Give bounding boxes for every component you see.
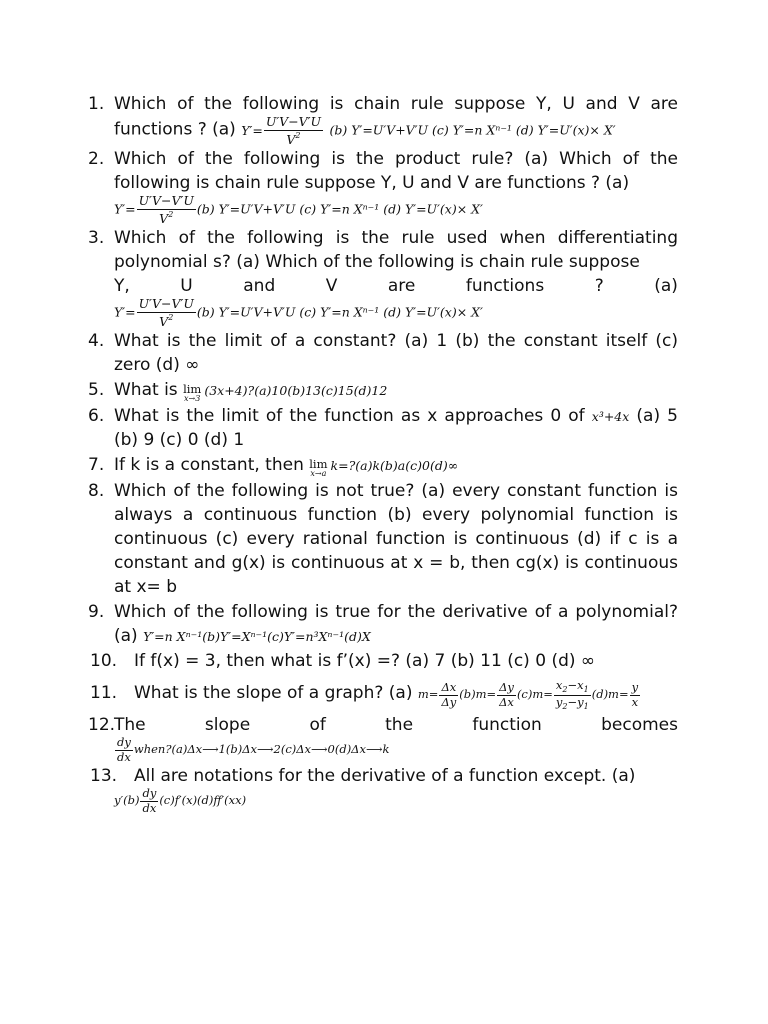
question-3 bbox=[88, 226, 678, 328]
question-text: What is bbox=[114, 380, 178, 400]
word: slope bbox=[204, 715, 251, 735]
lim-subscript: x→3 bbox=[184, 394, 201, 403]
option-formulas: Y′= $\frac{U'V-V'U}{V^2}$ (b) Y′=U′V+V′U (c) Y′=n Xⁿ⁻¹ (d) Y′=U′(x)× X′ bbox=[114, 296, 483, 329]
question-number: 10. bbox=[90, 651, 118, 671]
question-text: Which of the following is the rule used when differentiating polynomial s? (a) Which of the following is chain rule suppose bbox=[114, 228, 678, 272]
question-number: 7. bbox=[88, 455, 105, 475]
word: becomes bbox=[601, 715, 678, 735]
word: functions bbox=[465, 276, 545, 296]
word: (a) bbox=[654, 276, 678, 296]
word: Y, bbox=[114, 276, 130, 296]
question-6 bbox=[88, 404, 678, 452]
question-4 bbox=[88, 329, 678, 377]
function-expression: x³+4x bbox=[591, 409, 630, 424]
question-options: (a) 5 (b) 9 (c) 0 (d) 1 bbox=[114, 406, 678, 450]
option-formulas: Y′=n Xⁿ⁻¹(b)Y′=Xⁿ⁻¹(c)Y′=n³Xⁿ⁻¹(d)X bbox=[143, 629, 371, 644]
question-number: 6. bbox=[88, 406, 105, 426]
lim-operator: lim bbox=[183, 381, 202, 396]
question-1 bbox=[88, 92, 678, 146]
word: V bbox=[325, 276, 338, 296]
question-list bbox=[88, 92, 678, 814]
question-text: Which of the following is true for the derivative of a polynomial? (a) bbox=[114, 602, 678, 646]
question-text: If k is a constant, then bbox=[114, 455, 304, 475]
question-text: Which of the following is chain rule suppose Y, U and V are functions ? (a) bbox=[114, 94, 678, 140]
question-number: 9. bbox=[88, 602, 105, 622]
question-7 bbox=[88, 453, 678, 478]
question-text-spread-line bbox=[114, 713, 678, 737]
derivative-options: when?(a)Δx⟶1(b)Δx⟶2(c)Δx⟶0(d)Δx⟶k bbox=[133, 742, 390, 756]
word: ? bbox=[594, 276, 604, 296]
question-text: What is the limit of the function as x approaches 0 of bbox=[114, 406, 585, 426]
option-formula-rest: (b) Y′=U′V+V′U (c) Y′=n Xⁿ⁻¹ (d) Y′=U′(x)× X′ bbox=[196, 201, 483, 217]
question-text: All are notations for the derivative of a function except. (a) bbox=[134, 766, 636, 786]
option-formulas: $\frac{dy}{dx}$ when?(a)Δx⟶1(b)Δx⟶2(c)Δx⟶0(d)Δx⟶k bbox=[117, 735, 390, 764]
question-number: 8. bbox=[88, 481, 105, 501]
question-11 bbox=[88, 674, 678, 712]
word: The bbox=[114, 715, 146, 735]
option-formula-rest: (b) Y′=U′V+V′U (c) Y′=n Xⁿ⁻¹ (d) Y′=U′(x)× X′ bbox=[196, 304, 483, 320]
word: function bbox=[472, 715, 542, 735]
word: U bbox=[180, 276, 193, 296]
question-number: 5. bbox=[88, 380, 105, 400]
lim-subscript: x→a bbox=[310, 469, 327, 478]
question-text: What is the slope of a graph? (a) bbox=[134, 683, 413, 703]
quotient-rule-formula: Y′= $\frac{U'V-V'U}{V^2}$ bbox=[241, 114, 322, 147]
question-number: 4. bbox=[88, 331, 105, 351]
word: the bbox=[385, 715, 414, 735]
question-text: Which of the following is not true? (a) every constant function is always a continuous function (b) every polynomial function is continuous (c) every rational function is continuous (d) if c is a constant and g(x) is continuous at x = b, then cg(x) is continuous at x= b bbox=[114, 481, 678, 597]
question-8 bbox=[88, 479, 678, 599]
option-formulas: Y′= $\frac{U'V-V'U}{V^2}$ (b) Y′=U′V+V′U (c) Y′=n Xⁿ⁻¹ (d) Y′=U′(x)× X′ bbox=[114, 193, 483, 226]
question-number: 12. bbox=[88, 715, 116, 735]
question-number: 3. bbox=[88, 228, 105, 248]
word: and bbox=[243, 276, 276, 296]
limit-options: k=?(a)k(b)a(c)0(d)∞ bbox=[330, 458, 459, 473]
limit-expression bbox=[309, 456, 459, 478]
question-13 bbox=[88, 764, 678, 814]
question-10 bbox=[88, 649, 678, 673]
option-formulas: y′(b) $\frac{dy}{dx}$ (c)f′(x)(d)ff′(xx) bbox=[114, 786, 247, 815]
question-number: 13. bbox=[90, 766, 118, 786]
limit-expression bbox=[183, 381, 388, 403]
question-text-spread-line bbox=[114, 274, 678, 298]
question-9 bbox=[88, 600, 678, 648]
question-12 bbox=[88, 713, 678, 763]
word: of bbox=[309, 715, 326, 735]
limit-options: (3x+4)?(a)10(b)13(c)15(d)12 bbox=[204, 383, 388, 398]
notation-options: (c)f′(x)(d)ff′(xx) bbox=[159, 793, 247, 807]
question-number: 1. bbox=[88, 94, 105, 114]
word: are bbox=[387, 276, 416, 296]
question-2 bbox=[88, 147, 678, 225]
question-text: If f(x) = 3, then what is f’(x) =? (a) 7 (b) 11 (c) 0 (d) ∞ bbox=[134, 651, 596, 671]
question-sheet bbox=[88, 92, 678, 815]
question-5 bbox=[88, 378, 678, 403]
question-number: 2. bbox=[88, 149, 105, 169]
option-formulas: (b) Y′=U′V+V′U (c) Y′=n Xⁿ⁻¹ (d) Y′=U′(x)× X′ bbox=[329, 122, 616, 138]
question-text: Which of the following is the product rule? (a) Which of the following is chain rule suppose Y, U and V are functions ? (a) bbox=[114, 149, 678, 193]
question-number: 11. bbox=[90, 683, 118, 703]
question-text: What is the limit of a constant? (a) 1 (b) the constant itself (c) zero (d) ∞ bbox=[114, 331, 678, 375]
slope-options: m= $\frac{\Delta x}{\Delta y}$ (b)m= $\frac{\Delta y}{\Delta x}$ (c)m= $\frac{x_2-x_1}{y_2-y_1}$ (d)m= $\frac{y}{x}$ bbox=[417, 677, 639, 711]
lim-operator: lim bbox=[309, 456, 328, 471]
